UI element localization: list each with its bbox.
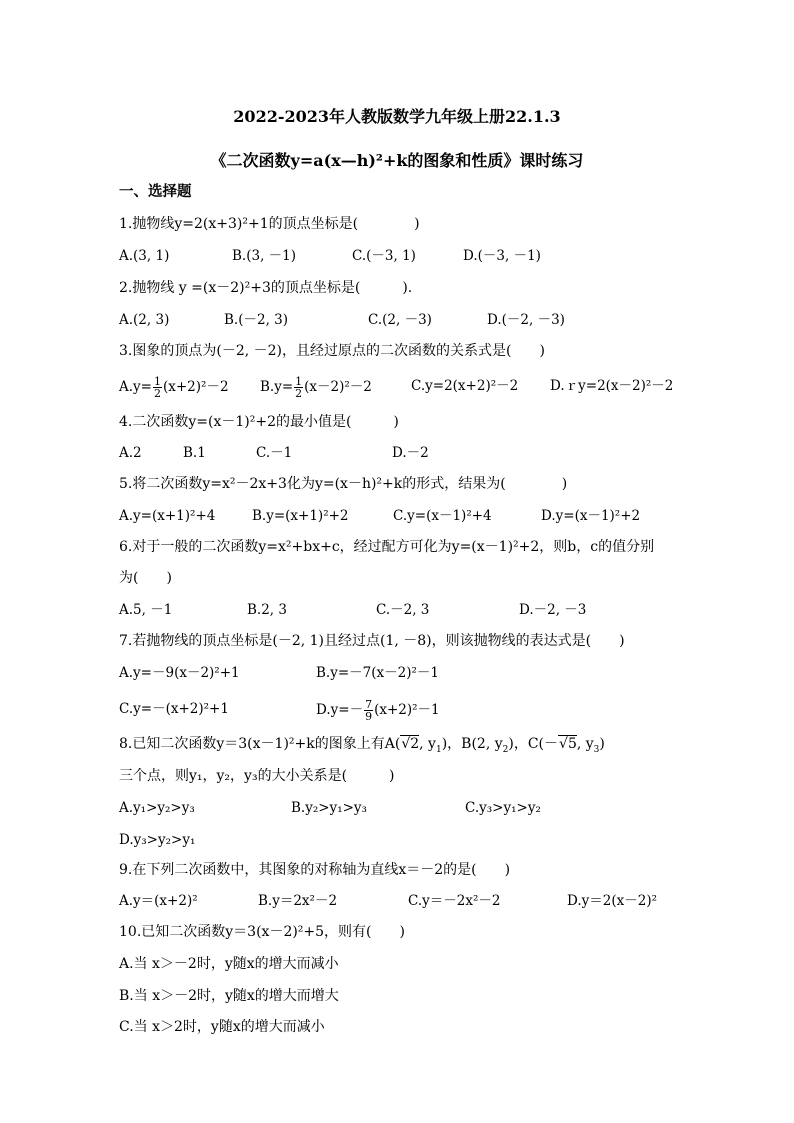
q3-a-fraction: $\frac{1}{2}$: [153, 375, 161, 400]
q10-option-a: A.当 x＞－2时，y随x的增大而减小: [119, 956, 339, 972]
q7-option-b: B.y=－7(x－2)²－1: [316, 665, 439, 681]
q8-option-d: D.y₃>y₂>y₁: [119, 832, 196, 848]
question-9-stem: 9.在下列二次函数中，其图象的对称轴为直线x＝－2的是( ): [119, 862, 511, 878]
q4-option-a: A.2: [119, 445, 142, 461]
question-1-stem: 1.抛物线y=2(x+3)²+1的顶点坐标是( ): [119, 216, 420, 232]
question-2-stem: 2.抛物线 y =(x－2)²+3的顶点坐标是( ).: [119, 280, 413, 296]
q2-option-b: B.(－2, 3): [224, 312, 289, 328]
sqrt-2: √2: [401, 736, 420, 752]
question-10-stem: 10.已知二次函数y＝3(x－2)²+5，则有( ): [119, 924, 405, 940]
q3-option-d: D.ｒy=2(x－2)²－2: [550, 378, 674, 394]
q7-option-a: A.y=－9(x－2)²+1: [119, 665, 240, 681]
q7-option-c: C.y=－(x+2)²+1: [119, 701, 229, 717]
q9-option-a: A.y＝(x+2)²: [119, 893, 198, 909]
q2-option-d: D.(－2, －3): [487, 312, 565, 328]
q5-option-a: A.y=(x+1)²+4: [119, 508, 216, 524]
question-6-stem: 6.对于一般的二次函数y=x²+bx+c，经过配方可化为y=(x－1)²+2，则b，c的值分别: [119, 539, 655, 555]
q4-option-b: B.1: [183, 445, 206, 461]
q6-option-d: D.－2, －3: [519, 602, 587, 618]
q3-option-c: C.y=2(x+2)²－2: [411, 378, 519, 394]
q4-option-c: C.－1: [256, 445, 293, 461]
q1-option-b: B.(3, －1): [232, 248, 297, 264]
q5-option-c: C.y=(x－1)²+4: [393, 508, 492, 524]
q8-option-c: C.y₃>y₁>y₂: [465, 800, 541, 816]
q6-option-c: C.－2, 3: [376, 602, 430, 618]
q3-option-b: B.y= $\frac{1}{2}$ (x－2)²－2: [260, 375, 372, 400]
q9-option-d: D.y＝2(x－2)²: [567, 893, 657, 909]
section-heading: 一、选择题: [119, 183, 192, 200]
question-3-stem: 3.图象的顶点为(－2, －2)，且经过原点的二次函数的关系式是( ): [119, 343, 545, 359]
question-4-stem: 4.二次函数y=(x－1)²+2的最小值是( ): [119, 414, 399, 430]
q3-b-fraction: $\frac{1}{2}$: [295, 375, 303, 400]
q6-option-a: A.5, －1: [119, 602, 173, 618]
q3-option-a: A.y= $\frac{1}{2}$ (x+2)²－2: [119, 375, 229, 400]
title-line-1: 2022-2023年人教版数学九年级上册22.1.3: [233, 107, 561, 126]
q7-option-d: D.y=－ $\frac{7}{9}$ (x+2)²－1: [316, 698, 440, 723]
question-8-stem: 8.已知二次函数y＝3(x－1)²+k的图象上有A(√2, $y_1$)，B(2, $y_2$)，C(－√5, $y_3$): [119, 736, 605, 755]
sqrt-5: √5: [559, 736, 577, 752]
q9-option-c: C.y＝－2x²－2: [408, 893, 501, 909]
q2-option-c: C.(2, －3): [368, 312, 432, 328]
q1-option-c: C.(－3, 1): [352, 248, 416, 264]
q8-option-b: B.y₂>y₁>y₃: [291, 800, 367, 816]
q2-option-a: A.(2, 3): [119, 312, 170, 328]
question-5-stem: 5.将二次函数y=x²－2x+3化为y=(x－h)²+k的形式，结果为( ): [119, 476, 568, 492]
q10-option-b: B.当 x＞－2时，y随x的增大而增大: [119, 988, 339, 1004]
q9-option-b: B.y＝2x²－2: [258, 893, 338, 909]
question-7-stem: 7.若抛物线的顶点坐标是(－2, 1)且经过点(1, －8)，则该抛物线的表达式是( ): [119, 633, 625, 649]
q6-option-b: B.2, 3: [247, 602, 287, 618]
q10-option-c: C.当 x＞2时，y随x的增大而减小: [119, 1019, 325, 1035]
q5-option-b: B.y=(x+1)²+2: [252, 508, 349, 524]
question-8-stem-continued: 三个点，则y₁，y₂，y₃的大小关系是( ): [119, 768, 395, 784]
question-6-stem-continued: 为( ): [119, 570, 172, 586]
q1-option-a: A.(3, 1): [119, 248, 170, 264]
title-line-2: 《二次函数y=a(x—h)²+k的图象和性质》课时练习: [210, 151, 584, 170]
q1-option-d: D.(－3, －1): [463, 248, 541, 264]
q8-option-a: A.y₁>y₂>y₃: [119, 800, 195, 816]
q4-option-d: D.－2: [392, 445, 429, 461]
q5-option-d: D.y=(x－1)²+2: [541, 508, 641, 524]
q7-d-fraction: $\frac{7}{9}$: [365, 698, 373, 723]
